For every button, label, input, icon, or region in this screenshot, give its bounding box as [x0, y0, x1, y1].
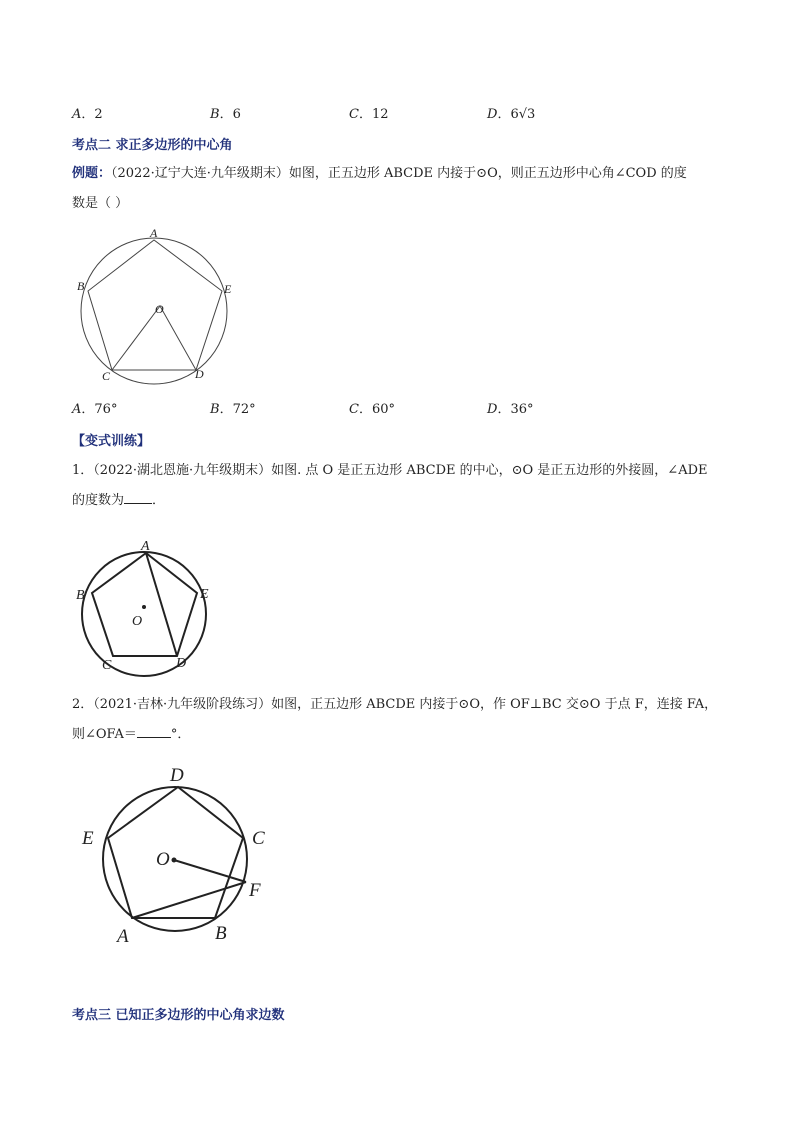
section-heading-3: 考点三 已知正多边形的中心角求边数 — [72, 1008, 285, 1023]
option-value: 6√3 — [510, 107, 536, 122]
label-o: O — [155, 302, 164, 316]
example-option-a: A．76° — [72, 402, 118, 417]
answer-blank-2[interactable] — [137, 725, 171, 738]
label-a: A — [117, 926, 129, 947]
section-heading-2: 考点二 求正多边形的中心角 — [72, 138, 233, 153]
label-f: F — [249, 880, 261, 901]
label-b: B — [77, 279, 85, 293]
pentagon — [108, 787, 243, 918]
question-1 — [72, 456, 732, 516]
label-c: C — [252, 828, 265, 849]
label-e: E — [82, 828, 94, 849]
question-2-line-2: 则∠OFA＝ — [72, 727, 137, 742]
option-d: D．6√3 — [487, 107, 536, 122]
option-letter: C — [349, 107, 359, 122]
segment-ad — [146, 553, 177, 656]
segment-fa — [132, 882, 246, 918]
label-o: O — [156, 849, 170, 870]
option-a: A．2 — [72, 107, 103, 122]
question-2-end: °． — [170, 727, 191, 742]
question-1-end: ． — [152, 493, 166, 508]
option-value: 2 — [94, 107, 103, 122]
answer-blank-1[interactable] — [124, 491, 152, 504]
question-1-line-2: 的度数为 — [72, 493, 125, 508]
label-e: E — [224, 282, 232, 296]
radius-od — [160, 306, 196, 370]
option-value: 72° — [232, 402, 256, 417]
option-value: 60° — [371, 402, 396, 417]
example-label: 例题： — [72, 166, 112, 181]
option-value: 12 — [371, 107, 389, 122]
center-point — [142, 605, 146, 609]
pentagon-figure-3 — [78, 762, 278, 947]
question-1-line-1: 1．（2022·湖北恩施·九年级期末）如图. 点 O 是正五边形 ABCDE 的中心，⊙O 是正五边形的外接圆，∠ADE — [72, 463, 708, 478]
option-value: 36° — [510, 402, 534, 417]
example-option-c: C．60° — [349, 402, 396, 417]
label-c: C — [102, 658, 112, 673]
option-letter: B — [210, 107, 220, 122]
center-point — [172, 858, 177, 863]
label-e: E — [200, 587, 209, 602]
label-a: A — [141, 539, 150, 554]
practice-heading: 【变式训练】 — [72, 434, 151, 449]
example-line-1: （2022·辽宁大连·九年级期末）如图，正五边形 ABCDE 内接于⊙O，则正五边形中心角∠COD 的度 — [111, 166, 687, 181]
option-letter: D — [487, 107, 498, 122]
circumcircle — [81, 238, 227, 384]
option-letter: B — [210, 402, 220, 417]
label-o: O — [132, 614, 143, 629]
label-d: D — [176, 656, 187, 671]
label-d: D — [170, 765, 184, 786]
example-line-2: 数是（ ） — [72, 196, 129, 211]
pentagon — [92, 553, 197, 656]
label-c: C — [102, 369, 111, 383]
option-letter: A — [72, 107, 82, 122]
question-2 — [72, 690, 732, 750]
example-option-b: B．72° — [210, 402, 256, 417]
option-b: B．6 — [210, 107, 241, 122]
option-letter: C — [349, 402, 359, 417]
label-a: A — [150, 228, 158, 240]
option-value: 76° — [94, 402, 118, 417]
pentagon-figure-1 — [72, 228, 242, 388]
option-value: 6 — [232, 107, 241, 122]
option-c: C．12 — [349, 107, 389, 122]
label-b: B — [215, 923, 227, 944]
question-2-line-1: 2．（2021·吉林·九年级阶段练习）如图，正五边形 ABCDE 内接于⊙O，作 OF⊥BC 交⊙O 于点 F，连接 FA， — [72, 697, 718, 712]
example-option-d: D．36° — [487, 402, 534, 417]
label-b: B — [76, 588, 85, 603]
example-question — [72, 159, 732, 219]
option-letter: A — [72, 402, 82, 417]
radius-oc — [112, 306, 160, 370]
option-letter: D — [487, 402, 498, 417]
circumcircle — [82, 552, 206, 676]
pentagon-figure-2 — [72, 532, 222, 680]
label-d: D — [195, 367, 204, 381]
